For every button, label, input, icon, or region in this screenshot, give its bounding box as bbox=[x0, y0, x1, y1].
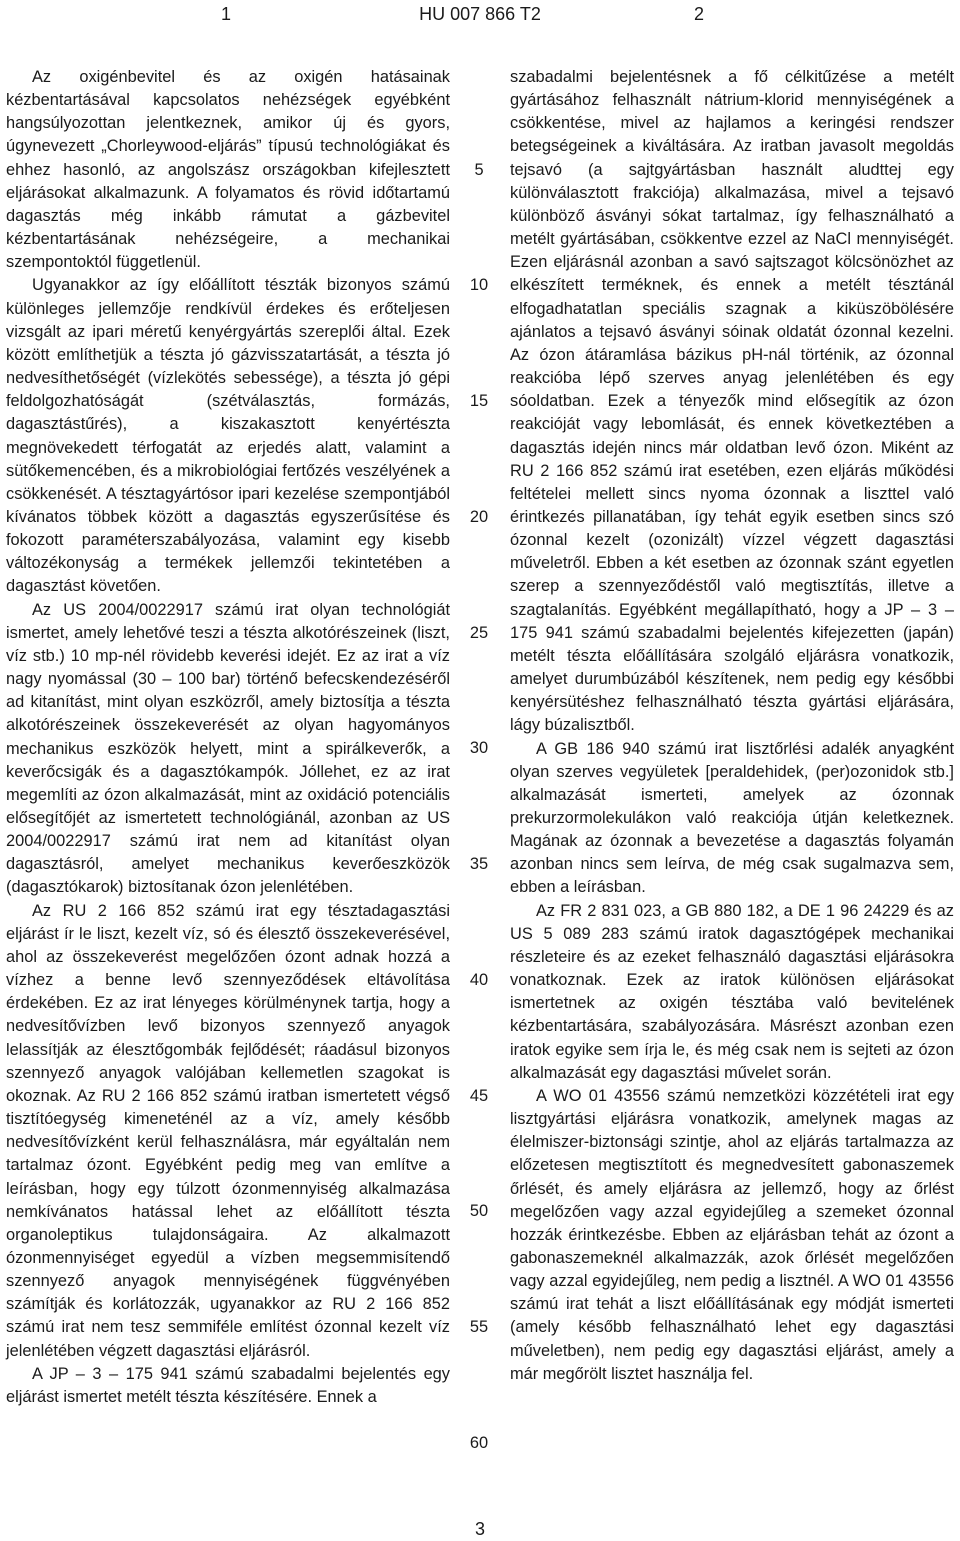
right-text-column bbox=[510, 66, 954, 1386]
line-number: 60 bbox=[469, 1433, 489, 1452]
paragraph: szabadalmi bejelentésnek a fő célkitűzése a metélt gyártásához felhasznált nátrium-klorid mennyiségének a csökkentése, mivel az hajlamos a keringési rendszer betegségeinek a kiváltására. Az iratban javasolt megoldás tejsavó (a sajtgyártásban használt aludttej egy különválasztott frakciója) alkalmazása, mivel a tejsavó különböző ásványi sókat tartalmaz, így felhasználható a metélt gyártásában, csökkentve ezzel az NaCl mennyiségét. Ezen eljárásnál azonban a savó sajtszagot kölcsönözhet az elkészített terméknek, és ennek a metélt tésztánál elfogadhatatlan speciális szagnak a kiküszöbölésére ajánlatos a tejsavó ásványi sóinak oldatát ózonnal kezelni. Az ózon átáramlása bázikus pH-nál történik, az ózonnal reakcióba lépő szerves anyag jelenlétében és egy sóoldatban. Ezek a tényezők mind elősegítik az ózon reakcióját vagy lebomlását, és ennek következtében a dagasztás idején nincs már oldatban levő ózon. Miként az RU 2 166 852 számú irat esetében, ezen eljárás működési feltételei mellett sincs nyoma ózonnak a liszttel való érintkezés pillanatában, így tehát egyik esetben sincs szó ózonnal kezelt (ozonizált) vízzel végzett dagasztási műveletről. Ebben a két esetben az ózonnak szánt egyetlen szerep a szennyeződéstől való megtisztítás, illetve a szagtalanítás. Egyébként megállapítható, hogy a JP – 3 – 175 941 számú szabadalmi bejelentés kifejezetten (japán) metélt tészta előállítására szolgáló eljárásra vonatkozik, amelyet durumbúzából készítenek, nem pedig egy későbbi kenyérsütéshez felhasználható tészta gyártási eljárására, lágy búzalisztből. bbox=[510, 68, 954, 735]
line-number: 55 bbox=[469, 1318, 489, 1337]
paragraph: A GB 186 940 számú irat lisztőrlési adalék anyagként olyan szerves vegyületek [peraldehidek, (per)ozonidok stb.] alkalmazását ismerteti, amelyek az ózonnak prekurzormolekulákon való reakciója útján keletkeznek. Magának az ózonnak a bevezetése a dagasztás folyamán azonban nincs sem leírva, de még csak sugalmazva sem, ebben a leírásban. bbox=[510, 739, 954, 897]
paragraph: Az FR 2 831 023, a GB 880 182, a DE 1 96 24229 és az US 5 089 283 számú iratok dagasztógépek mechanikai részleteire és az ezeket felhasználó dagasztási eljárásokra vonatkoznak. Ezek az iratok különösen eljárásokat ismertetnek az oxigén tésztába való bevitelének kézbentartására, szabályozására. Másrészt azonban ezen iratok egyike sem írja le, és még csak nem is sejteti az ózon alkalmazását egy dagasztási művelet során. bbox=[510, 901, 954, 1082]
line-number: 35 bbox=[469, 855, 489, 874]
paragraph: A WO 01 43556 számú nemzetközi közzétételi irat egy lisztgyártási eljárásra vonatkozik, amelynek magas az élelmiszer-biztonsági szintje, ahol az eljárás tartalmazza az előzetesen megtisztított és megnedvesített gabonaszemek őrlését, és amely eljárásra az jellemző, hogy az őrlést megelőzően vagy azzal egyidejűleg a szemeket ózonnal hozzák érintkezésbe. Ebben az eljárásban tehát az ózont a gabonaszemeknél alkalmazzák, azok őrlését megelőzően vagy azzal egyidejűleg, nem pedig a lisztnél. A WO 01 43556 számú irat tehát a liszt előállításának egy módját ismerteti (amely később felhasználható lehet egy dagasztási műveletben), nem pedig egy dagasztási eljárást, amely a már megőrölt lisztet használja fel. bbox=[510, 1086, 954, 1383]
line-number: 40 bbox=[469, 970, 489, 989]
line-number: 10 bbox=[469, 276, 489, 295]
footer-page-number: 3 bbox=[474, 1519, 485, 1539]
page-footer bbox=[0, 1517, 960, 1541]
paragraph: A JP – 3 – 175 941 számú szabadalmi bejelentés egy eljárást ismertet metélt tészta készítésére. Ennek a bbox=[6, 1364, 450, 1406]
line-number: 25 bbox=[469, 623, 489, 642]
left-text-column bbox=[6, 66, 450, 1409]
paragraph: Az RU 2 166 852 számú irat egy tésztadagasztási eljárást ír le liszt, kezelt víz, só és élesztő összekeverésével, ahol az összekeverést megelőzően ózont adnak hozzá a vízhez a benne levő szennyeződések eltávolítása érdekében. Ez az irat lényeges körülménynek tartja, hogy a nedvesítővízben levő bizonyos szennyező anyagok lelassítják az élesztőgombák fejlődését; ráadásul bizonyos szennyező anyagok valójában kellemetlen szagokat is okoznak. Az RU 2 166 852 számú iratban ismertetett végső tisztítóegység kimeneténél az a víz, amely később nedvesítővízként kerül felhasználásra, már egyáltalán nem tartalmaz ózont. Egyébként pedig meg van említve a leírásban, hogy egy túlzott ózonmennyiség alkalmazása nemkívánatos hatással lehet az előállított tészta organoleptikus tulajdonságaira. Az alkalmazott ózonmennyiséget egyedül a vízben megsemmisítendő szennyező anyagok mennyiségének függvényében számítják és korlátozzák, ugyanakkor az RU 2 166 852 számú irat nem tesz semmiféle említést ózonnal kezelt víz jelenlétében végzett dagasztási eljárásról. bbox=[6, 901, 450, 1360]
line-number: 45 bbox=[469, 1086, 489, 1105]
paragraph: Az US 2004/0022917 számú irat olyan technológiát ismertet, amely lehetővé teszi a tészta alkotórészeinek (liszt, víz stb.) 10 mp-nél rövidebb keverési idejét. Ez az irat a víz nagy nyomással (30 – 100 bar) történő befecskendezéséről ad kitanítást, mint olyan eszközről, amely biztosítja a tészta alkotórészeinek összekeverését az olyan hagyományos mechanikus eszközök helyett, mint a spirálkeverők, a keverőcsigák és a dagasztókampók. Jóllehet, ez az irat megemlíti az ózon alkalmazását, mint az oxidáció potenciális elősegítőjét az ismertetett technológiánál, azonban az US 2004/0022917 számú irat nem ad kitanítást olyan dagasztásról, amelyet mechanikus keverőeszközök (dagasztókarok) biztosítanak ózon jelenlétében. bbox=[6, 600, 450, 897]
right-page-number: 2 bbox=[694, 4, 705, 24]
line-number: 20 bbox=[469, 507, 489, 526]
paragraph: Ugyanakkor az így előállított tészták bizonyos számú különleges jellemzője rendkívül érdekes és erőteljesen vizsgált az ipari méretű kenyérgyártás szereplői által. Ezek között említhetjük a tészta jó gázvisszatartását, a tészta jó nedvesíthetőségét (vízlekötés sebessége), a tészta jó gépi feldolgozhatóságát (szétválasztás, formázás, dagasztástűrés), a kiszakasztott kenyértészta megnövekedett térfogatát az erjedés alatt, valamint a sütőkemencében, és a mikrobiológiai fertőzés veszélyének a csökkenését. A tésztagyártósor ipari kezelése szempontjából kívánatos többek között a dagasztás egyszerűsítése és fokozott paraméterszabályozása, valamint egy kisebb változékonyság a termékek jellemzői tekintetében a dagasztást követően. bbox=[6, 276, 450, 596]
left-page-number: 1 bbox=[221, 4, 232, 24]
line-number: 30 bbox=[469, 739, 489, 758]
line-number: 5 bbox=[474, 160, 484, 179]
line-number-gutter bbox=[458, 66, 500, 1466]
line-number: 15 bbox=[469, 392, 489, 411]
document-id: HU 007 866 T2 bbox=[419, 4, 541, 24]
line-number: 50 bbox=[469, 1202, 489, 1221]
paragraph: Az oxigénbevitel és az oxigén hatásainak kézbentartásával kapcsolatos nehézségek egyébként hangsúlyozottan jelentkeznek, amikor új és gyors, úgynevezett „Chorleywood-eljárás” típusú technológiákat és ehhez hasonló, az angolszász országokban kifejlesztett eljárásokat alkalmazunk. A folyamatos és rövid időtartamú dagasztás még inkább rámutat a gázbevitel kézbentartásának nehézségeire, a mechanikai szempontoktól függetlenül. bbox=[6, 68, 450, 272]
page-header bbox=[0, 0, 960, 30]
